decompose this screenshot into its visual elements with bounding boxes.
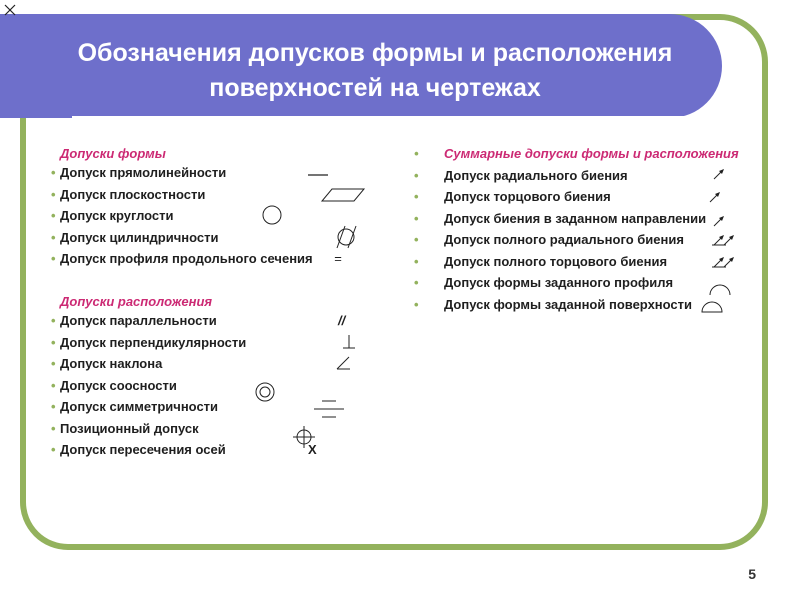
list-item-radial-runout	[412, 167, 742, 184]
straightness-icon	[308, 172, 328, 178]
list-item-roundness	[46, 207, 386, 224]
list-item-axial-runout	[412, 188, 742, 205]
bullet-icon: •	[414, 210, 419, 226]
angularity-icon	[336, 355, 352, 371]
item-label: Допуск симметричности	[60, 399, 219, 414]
list-item-cylindricity	[46, 229, 386, 246]
list-item-concentricity	[46, 377, 386, 394]
list-item-total-axial-runout	[412, 253, 742, 270]
item-label: Допуск формы заданной поверхности	[444, 296, 693, 312]
page-number: 5	[748, 566, 756, 582]
item-label: Допуск полного торцового биения	[444, 253, 668, 269]
surface-arc-icon	[700, 298, 724, 314]
roundness-icon	[261, 204, 283, 226]
total-tolerances-heading	[412, 145, 742, 162]
bullet-icon: •	[414, 275, 419, 290]
position-tolerances-heading: Допуски расположения	[60, 294, 213, 309]
item-label: Позиционный допуск	[60, 420, 199, 436]
list-item-directional-runout	[412, 210, 742, 227]
list-item-profile-form	[412, 274, 742, 291]
heading-label: Суммарные допуски формы и расположения	[444, 146, 739, 161]
title-banner	[0, 14, 722, 118]
bullet-icon: •	[414, 146, 419, 161]
page-title: Обозначения допусков формы и расположения поверхностей на чертежах	[77, 39, 673, 102]
item-label: Допуск перпендикулярности	[60, 334, 247, 350]
list-item-total-radial-runout	[412, 231, 742, 248]
item-label: Допуск полного радиального биения	[444, 232, 684, 247]
intersection-symbol: X	[308, 442, 317, 457]
item-label: Допуск соосности	[60, 377, 177, 393]
list-item-symmetry	[46, 398, 386, 415]
bullet-icon: •	[414, 189, 419, 204]
item-label: Допуск плоскостности	[60, 186, 206, 202]
profile-symbol: =	[334, 251, 342, 266]
runout-arrow-icon	[712, 167, 726, 181]
item-label: Допуск круглости	[60, 208, 174, 223]
item-label: Допуск пересечения осей	[60, 442, 226, 457]
symmetry-icon	[312, 398, 346, 420]
cylindricity-icon	[331, 224, 361, 250]
close-icon[interactable]	[2, 2, 18, 18]
runout-arrow-icon	[712, 214, 726, 228]
list-item-straightness	[46, 164, 386, 181]
perpendicularity-icon	[342, 334, 356, 350]
form-tolerances-heading: Допуски формы	[60, 146, 166, 161]
right-column	[412, 145, 742, 317]
item-label: Допуск прямолинейности	[60, 165, 227, 180]
total-runout-icon	[712, 253, 740, 269]
flatness-icon	[320, 187, 366, 203]
left-column	[46, 145, 386, 463]
item-label: Допуск формы заданного профиля	[444, 275, 674, 290]
item-label: Допуск профиля продольного сечения	[60, 251, 313, 266]
runout-arrow-icon	[708, 190, 722, 204]
bullet-icon: •	[414, 167, 419, 183]
bullet-icon: •	[414, 232, 419, 247]
list-item-position	[46, 420, 386, 437]
bullet-icon: •	[414, 253, 419, 269]
list-item-parallelism	[46, 312, 386, 329]
list-item-surface-form	[412, 296, 742, 313]
parallelism-symbol: //	[338, 313, 346, 328]
list-item-axis-intersection	[46, 441, 386, 458]
profile-arc-icon	[708, 282, 732, 296]
total-runout-icon	[712, 231, 740, 247]
title-underline	[72, 116, 708, 120]
list-item-profile	[46, 250, 386, 267]
bullet-icon: •	[414, 296, 419, 312]
list-item-perpendicularity	[46, 334, 386, 351]
item-label: Допуск цилиндричности	[60, 229, 219, 245]
item-label: Допуск биения в заданном направлении	[444, 210, 707, 226]
item-label: Допуск параллельности	[60, 313, 217, 328]
item-label: Допуск торцового биения	[444, 189, 611, 204]
list-item-flatness	[46, 186, 386, 203]
item-label: Допуск наклона	[60, 356, 163, 371]
list-item-angularity	[46, 355, 386, 372]
item-label: Допуск радиального биения	[444, 167, 628, 183]
